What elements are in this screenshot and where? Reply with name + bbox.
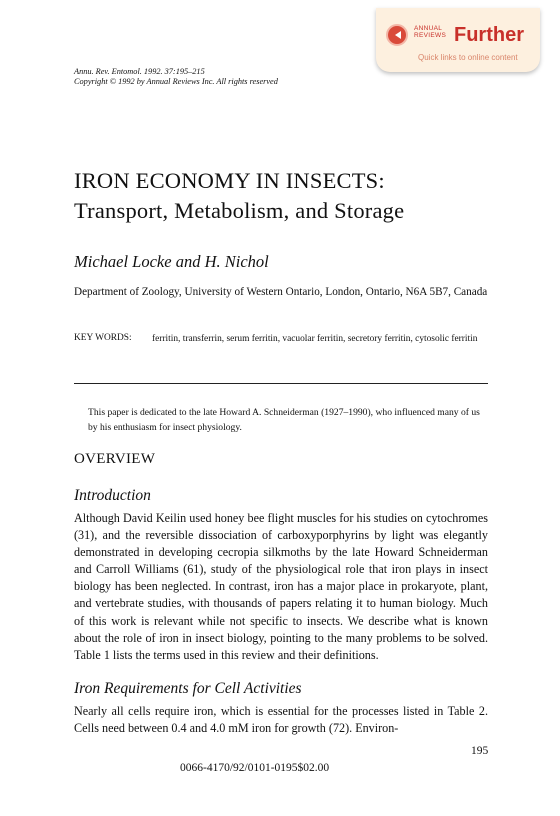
keywords-label: KEY WORDS: [74,333,132,343]
divider [74,383,488,384]
annual-reviews-logo-icon [386,24,408,46]
introduction-paragraph: Although David Keilin used honey bee flight muscles for his studies on cytochromes (31), and the reversible dissociation of carboxyporphyrins by light was elegantly demonstrated in developing cecropia silkmoths by the late Howard Schneiderman and Carroll Williams (61), study of the physiological role that iron plays in insect biology has been neglected. In contrast, iron has a major place in prokaryote, plant, and vertebrate studies, with thousands of papers relating it to human biology. Much of this work is relevant while not specific to insects. We describe what is known about the role of iron in insect biology, pointing to the many problems to be solved. Table 1 lists the terms used in this review and their definitions. [74,511,488,662]
title-line1: IRON ECONOMY IN INSECTS: [74,168,385,193]
article-title [74,166,404,226]
title-line2: Transport, Metabolism, and Storage [74,198,405,223]
annual-reviews-wordmark [414,25,446,39]
journal-citation [74,67,278,87]
citation-line1: Annu. Rev. Entomol. 1992. 37:195–215 [74,67,205,76]
affiliation: Department of Zoology, University of Western Ontario, London, Ontario, N6A 5B7, Canada [74,286,488,298]
annual-reviews-line2: REVIEWS [414,32,447,39]
authors: Michael Locke and H. Nichol [74,252,269,271]
dedication: This paper is dedicated to the late Howard A. Schneiderman (1927–1990), who influenced many of us by his enthusiasm for insect physiology. [88,407,480,433]
page-number: 195 [471,745,489,757]
requirements-paragraph: Nearly all cells require iron, which is essential for the processes listed in Table 2. Cells need between 0.4 and 4.0 mM iron for growth (72). Environ- [74,704,488,736]
further-subtitle: Quick links to online content [418,53,518,62]
further-badge[interactable] [376,8,540,72]
requirements-heading: Iron Requirements for Cell Activities [74,680,302,697]
further-label: Further [454,24,524,46]
overview-heading: OVERVIEW [74,451,156,467]
keywords-text: ferritin, transferrin, serum ferritin, vacuolar ferritin, secretory ferritin, cytosolic ferritin [152,334,478,344]
citation-copyright: Copyright © 1992 by Annual Reviews Inc. All rights reserved [74,77,278,86]
introduction-heading: Introduction [74,487,151,504]
annual-reviews-line1: ANNUAL [414,25,443,32]
footer-code: 0066-4170/92/0101-0195$02.00 [180,762,330,774]
